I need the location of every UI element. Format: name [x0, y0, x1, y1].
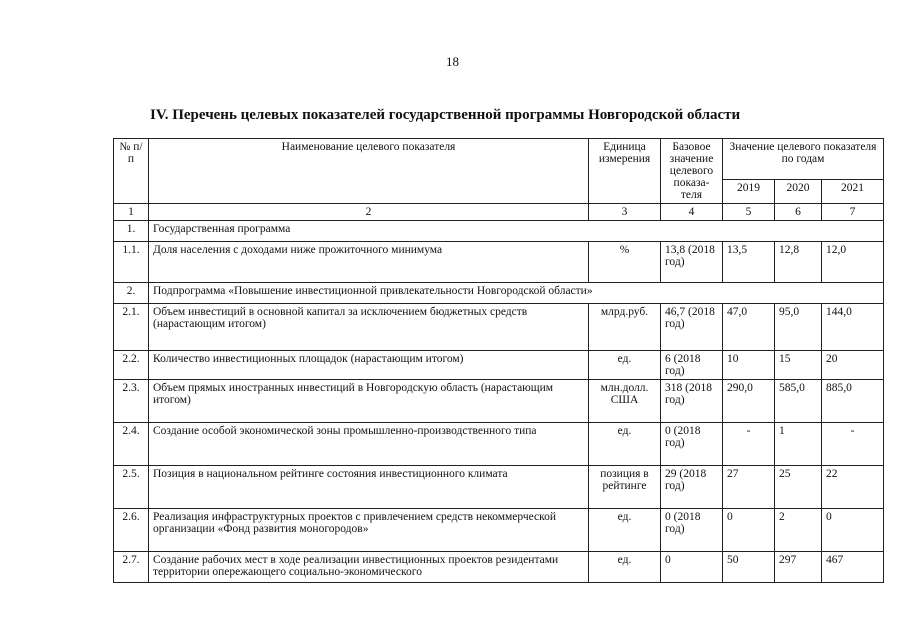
- header-unit: Единица измерения: [589, 139, 661, 204]
- column-number: 5: [723, 204, 775, 221]
- value-2020: 95,0: [775, 304, 822, 351]
- indicator-name: Объем инвестиций в основной капитал за исключением бюджетных средств (нарастающим итогом): [149, 304, 589, 351]
- indicator-base-value: 46,7 (2018 год): [661, 304, 723, 351]
- header-year-2020: 2020: [775, 180, 822, 204]
- column-number: 7: [822, 204, 884, 221]
- value-2020: 15: [775, 351, 822, 380]
- row-number: 2.1.: [114, 304, 149, 351]
- table-row: [114, 552, 884, 583]
- page-number: 18: [446, 54, 459, 69]
- indicator-base-value: 13,8 (2018 год): [661, 242, 723, 283]
- value-2019: 27: [723, 466, 775, 509]
- row-number: 2.6.: [114, 509, 149, 552]
- table-row: [114, 351, 884, 380]
- indicator-base-value: 6 (2018 год): [661, 351, 723, 380]
- value-2020: 12,8: [775, 242, 822, 283]
- value-2020: 585,0: [775, 380, 822, 423]
- header-no: № п/п: [114, 139, 149, 204]
- table-row: [114, 380, 884, 423]
- value-2021: 22: [822, 466, 884, 509]
- indicator-name: Создание особой экономической зоны промышленно-производственного типа: [149, 423, 589, 466]
- value-2019: -: [723, 423, 775, 466]
- column-number: 1: [114, 204, 149, 221]
- column-number: 2: [149, 204, 589, 221]
- indicator-unit: ед.: [589, 552, 661, 583]
- table-row: [114, 304, 884, 351]
- header-name: Наименование целевого показателя: [149, 139, 589, 204]
- indicator-unit: позиция в рейтинге: [589, 466, 661, 509]
- indicator-unit: %: [589, 242, 661, 283]
- indicator-base-value: 0 (2018 год): [661, 423, 723, 466]
- column-number: 3: [589, 204, 661, 221]
- value-2019: 10: [723, 351, 775, 380]
- row-number: 2.4.: [114, 423, 149, 466]
- section-title: Государственная программа: [149, 221, 884, 242]
- row-number: 2.2.: [114, 351, 149, 380]
- value-2020: 25: [775, 466, 822, 509]
- indicator-base-value: 318 (2018 год): [661, 380, 723, 423]
- value-2019: 290,0: [723, 380, 775, 423]
- column-number: 4: [661, 204, 723, 221]
- indicators-table: [113, 138, 884, 583]
- indicator-name: Доля населения с доходами ниже прожиточного минимума: [149, 242, 589, 283]
- row-number: 2.3.: [114, 380, 149, 423]
- column-numbers-row: [114, 204, 884, 221]
- value-2021: 0: [822, 509, 884, 552]
- indicator-unit: млрд.руб.: [589, 304, 661, 351]
- value-2021: 144,0: [822, 304, 884, 351]
- section-title: Подпрограмма «Повышение инвестиционной привлекательности Новгородской области»: [149, 283, 884, 304]
- value-2021: 885,0: [822, 380, 884, 423]
- value-2021: -: [822, 423, 884, 466]
- indicator-name: Реализация инфраструктурных проектов с привлечением средств некоммерческой организации «Фонд развития моногородов»: [149, 509, 589, 552]
- column-number: 6: [775, 204, 822, 221]
- value-2019: 50: [723, 552, 775, 583]
- indicator-unit: ед.: [589, 351, 661, 380]
- row-number: 2.5.: [114, 466, 149, 509]
- value-2021: 20: [822, 351, 884, 380]
- indicator-base-value: 0 (2018 год): [661, 509, 723, 552]
- row-number: 1.: [114, 221, 149, 242]
- indicator-name: Позиция в национальном рейтинге состояния инвестиционного климата: [149, 466, 589, 509]
- value-2019: 0: [723, 509, 775, 552]
- value-2020: 297: [775, 552, 822, 583]
- indicator-base-value: 29 (2018 год): [661, 466, 723, 509]
- indicator-base-value: 0: [661, 552, 723, 583]
- section-row: [114, 221, 884, 242]
- header-target-group: Значение целевого показателя по годам: [723, 139, 884, 180]
- page-heading: IV. Перечень целевых показателей государственной программы Новгородской области: [150, 107, 741, 123]
- table-row: [114, 466, 884, 509]
- value-2021: 467: [822, 552, 884, 583]
- table-row: [114, 423, 884, 466]
- header-year-2019: 2019: [723, 180, 775, 204]
- value-2020: 1: [775, 423, 822, 466]
- table-row: [114, 509, 884, 552]
- header-year-2021: 2021: [822, 180, 884, 204]
- row-number: 1.1.: [114, 242, 149, 283]
- row-number: 2.: [114, 283, 149, 304]
- table-row: [114, 242, 884, 283]
- value-2020: 2: [775, 509, 822, 552]
- indicator-name: Создание рабочих мест в ходе реализации инвестиционных проектов резидентами территории опережающего социально-экономического: [149, 552, 589, 583]
- value-2019: 47,0: [723, 304, 775, 351]
- indicator-name: Объем прямых иностранных инвестиций в Новгородскую область (нарастающим итогом): [149, 380, 589, 423]
- indicator-unit: млн.долл. США: [589, 380, 661, 423]
- value-2019: 13,5: [723, 242, 775, 283]
- row-number: 2.7.: [114, 552, 149, 583]
- value-2021: 12,0: [822, 242, 884, 283]
- indicator-name: Количество инвестиционных площадок (нарастающим итогом): [149, 351, 589, 380]
- section-row: [114, 283, 884, 304]
- indicator-unit: ед.: [589, 509, 661, 552]
- header-base: Базовое значение целевого показа-теля: [661, 139, 723, 204]
- indicator-unit: ед.: [589, 423, 661, 466]
